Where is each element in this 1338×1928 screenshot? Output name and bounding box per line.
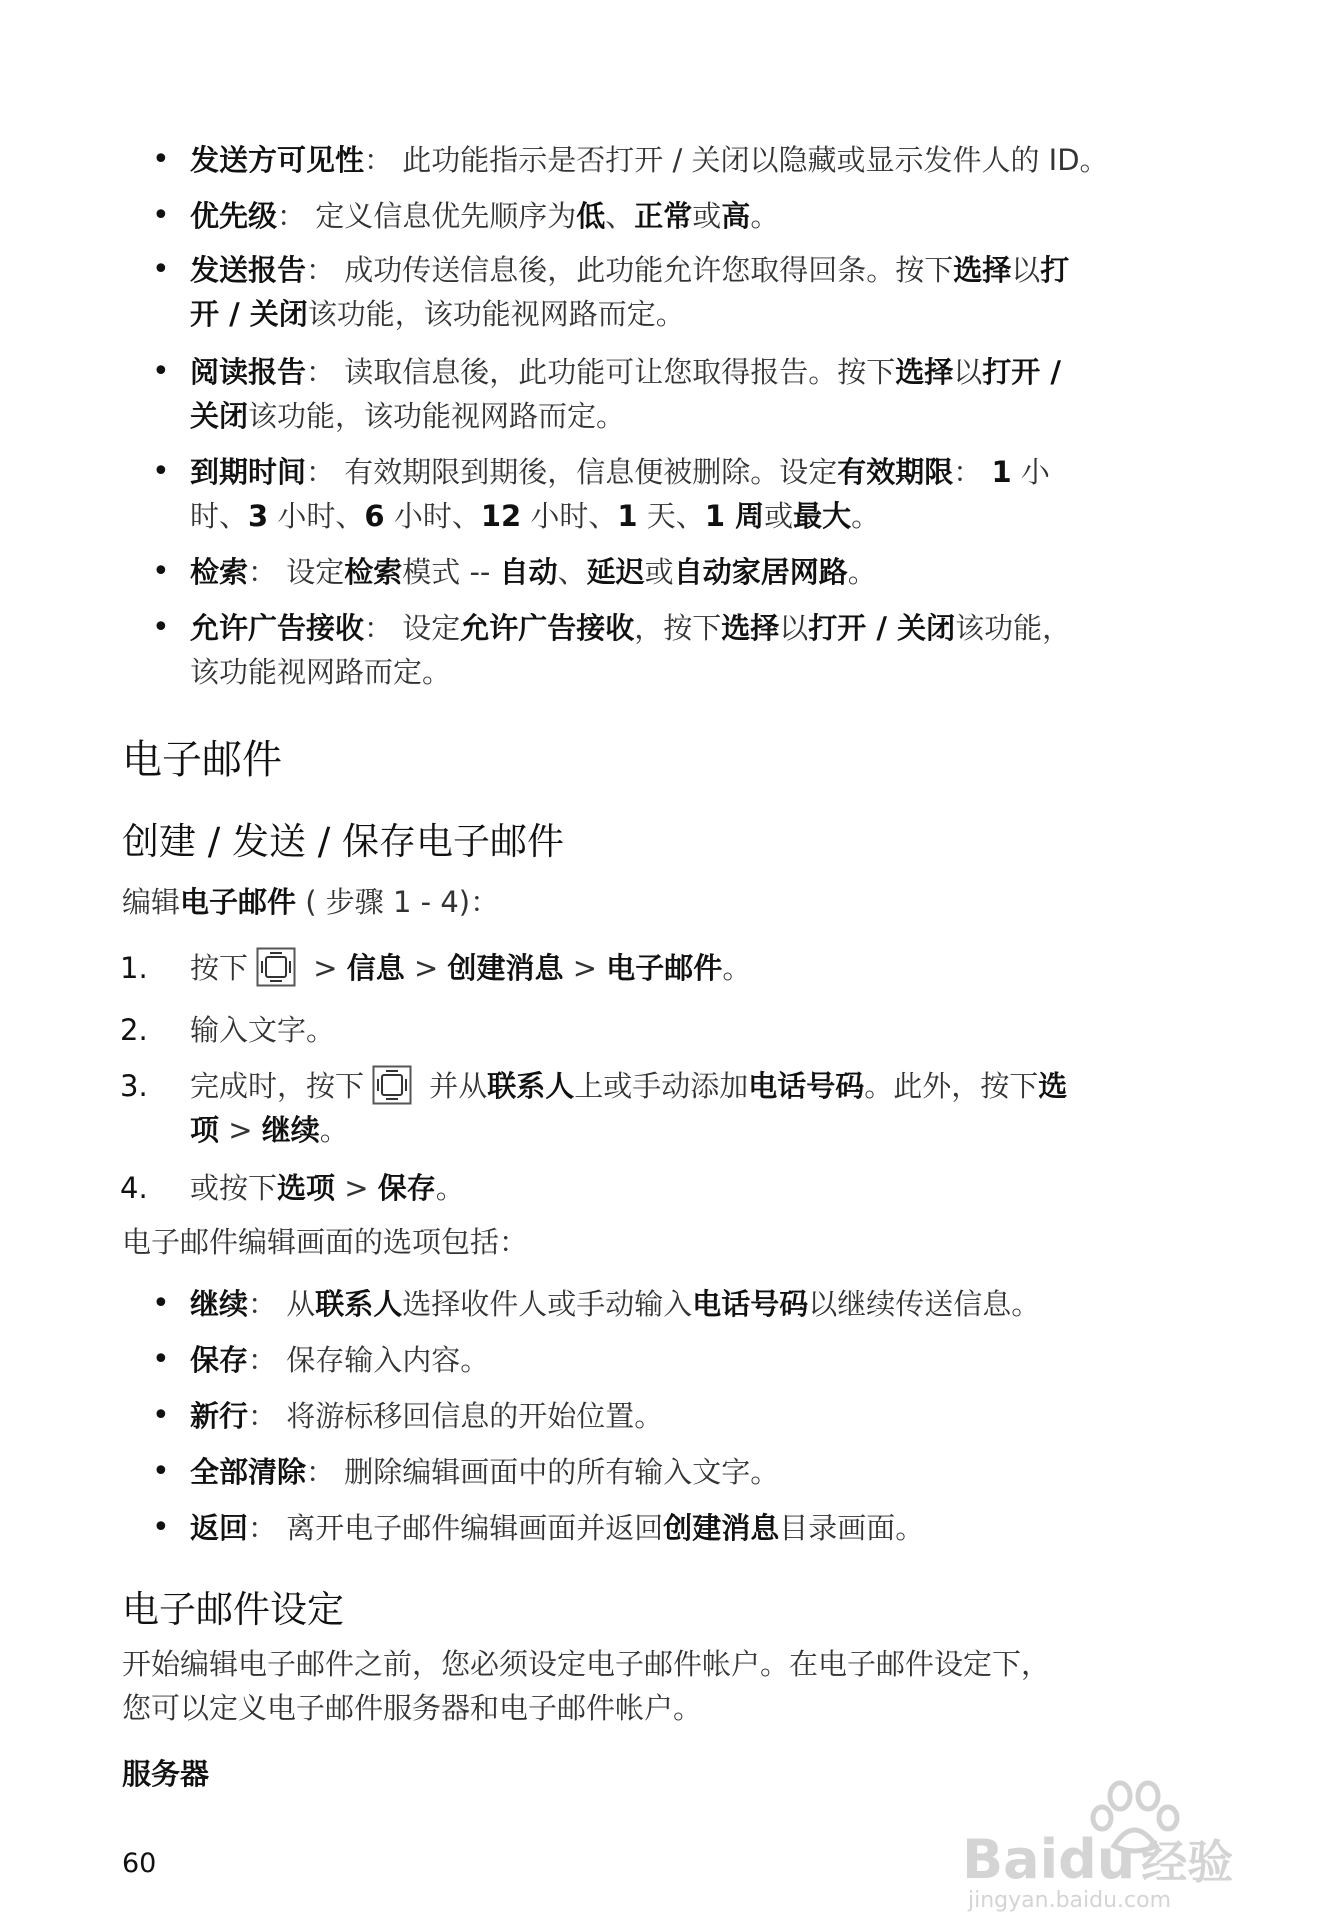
bullet-item-seg: 选择 [895, 355, 954, 389]
bullet-icon: • [152, 554, 170, 589]
option-item-seg: 目录画面。 [779, 1511, 925, 1545]
bullet-item-seg: 该功能，该功能视网路而定。 [248, 399, 626, 433]
step-seg: > [563, 951, 607, 985]
bullet-item-seg: 12 [480, 499, 522, 533]
step-seg: 。此外，按下 [864, 1069, 1039, 1103]
step-seg: 电子邮件 [606, 951, 723, 985]
bullet-item-seg: 、 [557, 555, 587, 589]
step-line [190, 1066, 1067, 1106]
step-line [190, 948, 751, 988]
bullet-item-seg: 或 [644, 555, 674, 589]
option-item-line [190, 1340, 489, 1380]
step-seg: > [304, 951, 347, 985]
bullet-item-seg: 小 [1011, 455, 1050, 489]
bullet-item-seg: 小时、 [384, 499, 481, 533]
bullet-icon: • [152, 354, 170, 389]
bullet-item-line [190, 294, 685, 334]
step-seg: > [219, 1113, 262, 1147]
bullet-item-seg: 6 [364, 499, 385, 533]
watermark-brand-du: du [1058, 1828, 1136, 1891]
create-email-intro [122, 882, 499, 922]
step-seg: 选 [1038, 1069, 1068, 1103]
bullet-icon: • [152, 610, 170, 645]
bullet-icon: • [152, 1398, 170, 1433]
step-seg: 。 [722, 951, 752, 985]
bullet-item-seg: 优先级 [190, 199, 278, 233]
step-seg: 继续 [261, 1113, 320, 1147]
bullet-item-seg: 自动家居网路 [673, 555, 848, 589]
menu-key-icon [256, 947, 296, 987]
bullet-item-seg: 以 [779, 611, 809, 645]
settings-paragraph-line-1: 开始编辑电子邮件之前，您必须设定电子邮件帐户。在电子邮件设定下， [122, 1647, 1051, 1681]
bullet-item-seg: 该功能视网路而定。 [190, 655, 452, 689]
bullet-item-line [190, 496, 880, 536]
bullet-item-seg: 、 [605, 199, 635, 233]
step-line [190, 1168, 465, 1208]
option-item-seg: 以继续传送信息。 [808, 1287, 1041, 1321]
step-seg: > [335, 1171, 378, 1205]
server-heading: 服务器 [122, 1757, 210, 1791]
page-number: 60 [122, 1848, 157, 1879]
step-seg: > [404, 951, 448, 985]
create-intro-seg: 编辑 [122, 885, 181, 919]
bullet-item-seg: 1 [617, 499, 638, 533]
bullet-item-seg: 到期时间 [190, 455, 307, 489]
bullet-item-seg: ： 设定 [364, 611, 461, 645]
bullet-item-seg: 正常 [634, 199, 693, 233]
step-seg: 电话号码 [748, 1069, 865, 1103]
bullet-item-seg: 阅读报告 [190, 355, 307, 389]
option-item-seg: 保存 [190, 1343, 249, 1377]
bullet-item-seg: 选择 [953, 253, 1012, 287]
bullet-icon: • [152, 252, 170, 287]
bullet-item-line [190, 396, 625, 436]
bullet-item-line [190, 140, 1109, 180]
option-item-seg: ： 离开电子邮件编辑画面并返回 [248, 1511, 664, 1545]
bullet-item-line [190, 608, 1071, 648]
bullet-item-seg: 该功能，该功能视网路而定。 [307, 297, 685, 331]
option-item-seg: ： 保存输入内容。 [248, 1343, 490, 1377]
bullet-item-seg: 打 [1040, 253, 1070, 287]
bullet-icon: • [152, 1510, 170, 1545]
bullet-item-seg: 。 [847, 555, 877, 589]
step-seg: 完成时，按下 [190, 1069, 365, 1103]
step-seg: 输入文字。 [190, 1013, 336, 1047]
menu-key-icon [372, 1065, 412, 1105]
option-item-seg: 创建消息 [663, 1511, 780, 1545]
bullet-item-seg: 小时、 [521, 499, 618, 533]
option-item-seg: 联系人 [315, 1287, 403, 1321]
bullet-item-seg: 或 [692, 199, 722, 233]
bullet-icon: • [152, 1286, 170, 1321]
create-intro-seg: ( 步骤 1 - 4)： [296, 885, 500, 919]
bullet-item-seg: 打开 / 关闭 [808, 611, 956, 645]
bullet-icon: • [152, 198, 170, 233]
bullet-item-seg: 发送报告 [190, 253, 307, 287]
bullet-item-seg: ，按下 [634, 611, 722, 645]
bullet-item-seg: 低 [576, 199, 606, 233]
bullet-item-seg: 。 [750, 199, 780, 233]
bullet-item-line [190, 552, 877, 592]
bullet-item-seg: 有效期限 [837, 455, 954, 489]
bullet-item-seg: 自动 [499, 555, 558, 589]
step-line [190, 1110, 349, 1150]
bullet-item-seg: 最大 [793, 499, 852, 533]
step-number: 1. [120, 951, 148, 985]
bullet-item-seg: 选择 [721, 611, 780, 645]
bullet-item-seg: 。 [851, 499, 881, 533]
subsection-title-create-send-save: 创建 / 发送 / 保存电子邮件 [122, 820, 564, 863]
step-seg: 选项 [277, 1171, 336, 1205]
bullet-item-seg: 时、 [190, 499, 249, 533]
option-item-seg: ： 从 [248, 1287, 316, 1321]
bullet-item-seg: ： 设定 [248, 555, 345, 589]
step-seg: 信息 [346, 951, 405, 985]
bullet-item-seg: 发送方可见性 [190, 143, 365, 177]
step-seg: 保存 [377, 1171, 436, 1205]
option-item-line [190, 1396, 663, 1436]
step-seg: 。 [435, 1171, 465, 1205]
bullet-item-seg: 打开 / [982, 355, 1061, 389]
bullet-item-seg: 高 [721, 199, 751, 233]
option-item-seg: 返回 [190, 1511, 249, 1545]
bullet-item-seg: 周 [725, 499, 765, 533]
bullet-item-seg: 1 [991, 455, 1012, 489]
step-seg: 并从 [420, 1069, 488, 1103]
bullet-item-seg: 以 [953, 355, 983, 389]
option-item-seg: 新行 [190, 1399, 249, 1433]
options-intro: 电子邮件编辑画面的选项包括： [122, 1225, 529, 1259]
bullet-icon: • [152, 142, 170, 177]
option-item-seg: ： 删除编辑画面中的所有输入文字。 [306, 1455, 780, 1489]
bullet-item-seg: 延迟 [586, 555, 645, 589]
settings-paragraph-line-2: 您可以定义电子邮件服务器和电子邮件帐户。 [122, 1691, 703, 1725]
bullet-item-seg: 3 [248, 499, 269, 533]
step-seg: 上或手动添加 [574, 1069, 749, 1103]
bullet-item-seg: ： 定义信息优先顺序为 [277, 199, 577, 233]
option-item-seg: ： 将游标移回信息的开始位置。 [248, 1399, 664, 1433]
step-seg: 。 [319, 1113, 349, 1147]
bullet-icon: • [152, 1454, 170, 1489]
step-number: 2. [120, 1013, 148, 1047]
bullet-item-seg: 模式 -- [402, 555, 500, 589]
bullet-item-seg: ： 此功能指示是否打开 / 关闭以隐藏或显示发件人的 ID。 [364, 143, 1109, 177]
bullet-item-line [190, 452, 1050, 492]
step-seg: 创建消息 [447, 951, 564, 985]
step-number: 4. [120, 1171, 148, 1205]
step-line [190, 1010, 335, 1050]
watermark-brand: Bai [962, 1828, 1059, 1891]
bullet-item-seg: 允许广告接收 [460, 611, 635, 645]
option-item-line [190, 1508, 924, 1548]
step-seg: 项 [190, 1113, 220, 1147]
bullet-item-seg: ： 读取信息後，此功能可让您取得报告。按下 [306, 355, 896, 389]
bullet-item-line [190, 196, 779, 236]
option-item-line [190, 1284, 1040, 1324]
option-item-seg: 继续 [190, 1287, 249, 1321]
bullet-item-seg: 以 [1011, 253, 1041, 287]
bullet-item-seg: 天、 [637, 499, 705, 533]
bullet-item-seg: ： 有效期限到期後，信息便被删除。设定 [306, 455, 838, 489]
create-intro-seg: 电子邮件 [180, 885, 297, 919]
bullet-item-line [190, 652, 451, 692]
option-item-seg: 全部清除 [190, 1455, 307, 1489]
subsection-title-email-settings: 电子邮件设定 [122, 1588, 344, 1631]
section-title-email: 电子邮件 [122, 737, 282, 783]
bullet-item-line [190, 352, 1061, 392]
step-seg: 或按下 [190, 1171, 278, 1205]
step-seg: 按下 [190, 951, 249, 985]
watermark-url: jingyan.baidu.com [968, 1888, 1172, 1913]
bullet-item-seg: 关闭 [190, 399, 249, 433]
bullet-item-seg: 允许广告接收 [190, 611, 365, 645]
bullet-item-line [190, 250, 1069, 290]
step-number: 3. [120, 1069, 148, 1103]
bullet-item-seg: 或 [764, 499, 794, 533]
step-seg: 联系人 [487, 1069, 575, 1103]
option-item-seg: 选择收件人或手动输入 [402, 1287, 693, 1321]
bullet-item-seg: 检索 [344, 555, 403, 589]
bullet-item-seg: ： [953, 455, 992, 489]
watermark-brand-cn: 经验 [1141, 1835, 1234, 1889]
bullet-item-seg: 开 / 关闭 [190, 297, 308, 331]
baidu-jingyan-watermark [962, 1774, 1272, 1914]
bullet-icon: • [152, 454, 170, 489]
option-item-seg: 电话号码 [692, 1287, 809, 1321]
bullet-item-seg: 小时、 [268, 499, 365, 533]
option-item-line [190, 1452, 779, 1492]
bullet-item-seg: 1 [704, 499, 725, 533]
bullet-item-seg: 检索 [190, 555, 249, 589]
bullet-item-seg: 该功能， [955, 611, 1072, 645]
bullet-item-seg: ： 成功传送信息後，此功能允许您取得回条。按下 [306, 253, 954, 287]
bullet-icon: • [152, 1342, 170, 1377]
